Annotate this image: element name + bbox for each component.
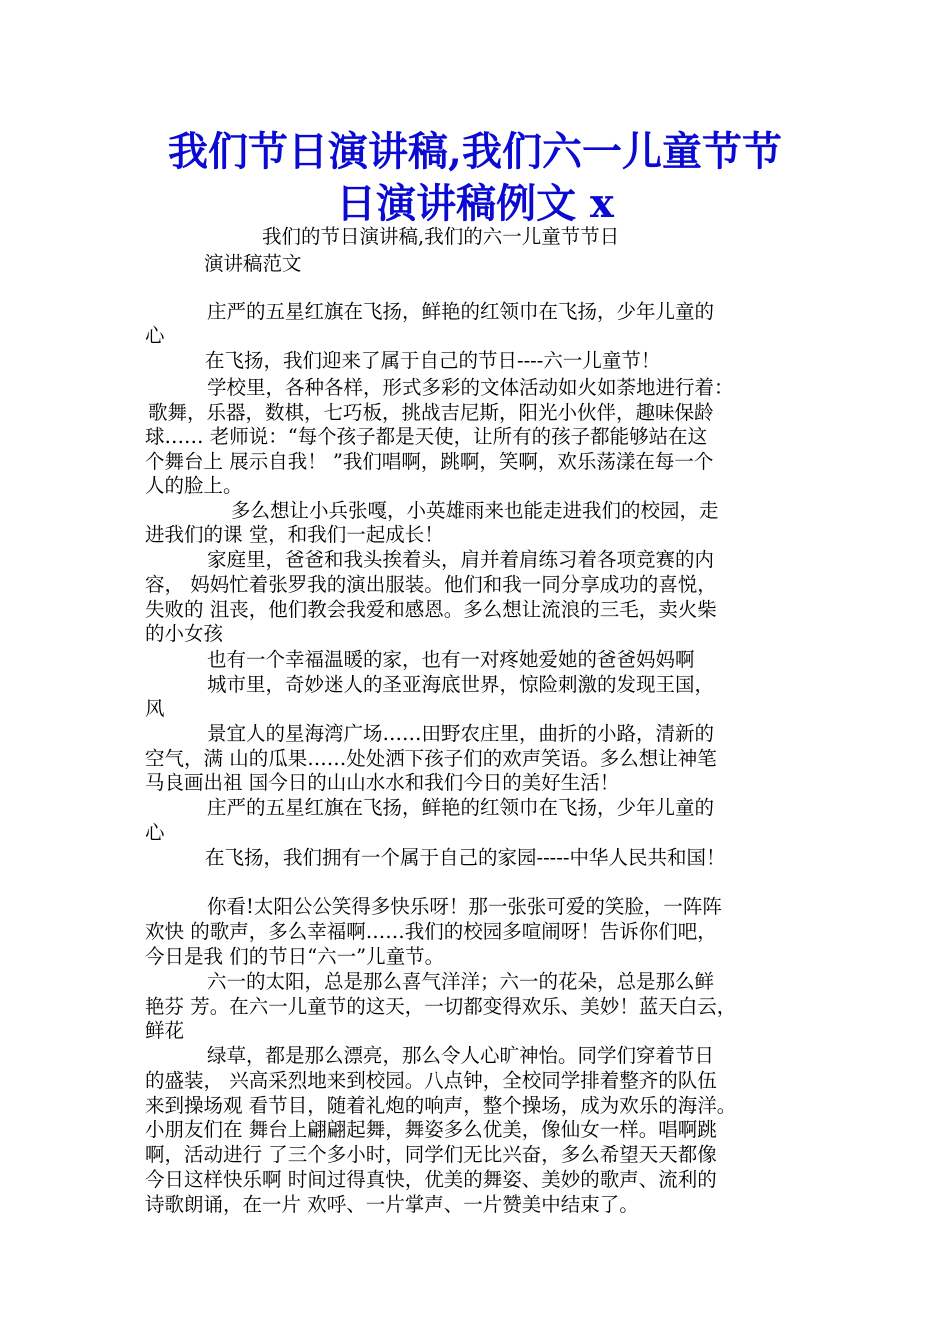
body-line: 在飞扬，我们拥有一个属于自己的家园-----中华人民共和国！ <box>205 846 726 869</box>
body-line: 个舞台上 展示自我！ ”我们唱啊，跳啊，笑啊，欢乐荡漾在每一个 <box>145 450 714 473</box>
subtitle-line-1: 我们的节日演讲稿,我们的六一儿童节节日 <box>262 225 620 248</box>
body-line: 六一的太阳，总是那么喜气洋洋；六一的花朵，总是那么鲜 <box>207 970 715 993</box>
body-line: 诗歌朗诵，在一片 欢呼、一片掌声、一片赞美中结束了。 <box>145 1193 639 1216</box>
body-line: 艳芬 芳。在六一儿童节的这天，一切都变得欢乐、美妙！蓝天白云， <box>145 995 737 1018</box>
body-line: 鲜花 <box>145 1019 185 1042</box>
body-line: 欢快 的歌声，多么幸福啊……我们的校园多喧闹呀！告诉你们吧， <box>145 920 717 943</box>
body-line: 景宜人的星海湾广场……田野农庄里，曲折的小路，清新的 <box>207 722 715 745</box>
body-line: 空气，满 山的瓜果……处处洒下孩子们的欢声笑语。多么想让神笔 <box>145 747 717 770</box>
document-title-line-1: 我们节日演讲稿,我们六一儿童节节 <box>168 128 782 175</box>
body-line: 人的脸上。 <box>145 474 243 497</box>
body-line: 也有一个幸福温暖的家，也有一对疼她爱她的爸爸妈妈啊 <box>207 648 695 671</box>
body-line: 小朋友们在 舞台上翩翩起舞，舞姿多么优美，像仙女一样。唱啊跳 <box>145 1118 717 1141</box>
body-line: 失败的 沮丧，他们教会我爱和感恩。多么想让流浪的三毛，卖火柴 <box>145 598 717 621</box>
body-line: 城市里，奇妙迷人的圣亚海底世界，惊险刺激的发现王国， <box>207 673 715 696</box>
body-line: 绿草，都是那么漂亮，那么令人心旷神怡。同学们穿着节日 <box>207 1044 715 1067</box>
body-line: 家庭里，爸爸和我头挨着头，肩并着肩练习着各项竞赛的内 <box>207 548 715 571</box>
body-line: 容， 妈妈忙着张罗我的演出服装。他们和我一同分享成功的喜悦， <box>145 573 717 596</box>
body-line: 进我们的课 堂，和我们一起成长！ <box>145 523 444 546</box>
body-line: 歌舞，乐器，数棋，七巧板，挑战吉尼斯，阳光小伙伴，趣味保龄 <box>148 401 714 424</box>
body-line: 今日这样快乐啊 时间过得真快，优美的舞姿、美妙的歌声、流利的 <box>145 1168 717 1191</box>
body-line: 学校里，各种各样，形式多彩的文体活动如火如荼地进行着： <box>207 376 734 399</box>
document-title-line-2: 日演讲稿例文 x <box>336 180 614 227</box>
body-line: 啊，活动进行 了三个多小时，同学们无比兴奋，多么希望天天都像 <box>145 1143 717 1166</box>
body-line: 多么想让小兵张嘎，小英雄雨来也能走进我们的校园，走 <box>231 499 719 522</box>
body-line: 来到操场观 看节目，随着礼炮的响声，整个操场，成为欢乐的海洋。 <box>145 1094 737 1117</box>
body-line: 球…… 老师说：“每个孩子都是天使，让所有的孩子都能够站在这 <box>145 425 708 448</box>
body-line: 的小女孩 <box>145 622 224 645</box>
body-line: 马良画出祖 国今日的山山水水和我们今日的美好生活！ <box>145 771 620 794</box>
body-line: 心 <box>145 821 165 844</box>
body-line: 今日是我 们的节日“六一”儿童节。 <box>145 945 445 968</box>
body-line: 庄严的五星红旗在飞扬，鲜艳的红领巾在飞扬，少年儿童的 <box>207 300 715 323</box>
body-line: 庄严的五星红旗在飞扬，鲜艳的红领巾在飞扬，少年儿童的 <box>207 796 715 819</box>
subtitle-line-2: 演讲稿范文 <box>204 252 302 275</box>
body-line: 心 <box>145 324 165 347</box>
body-line: 在飞扬，我们迎来了属于自己的节日----六一儿童节！ <box>205 349 661 372</box>
body-line: 风 <box>145 697 165 720</box>
body-line: 你看!太阳公公笑得多快乐呀！那一张张可爱的笑脸，一阵阵 <box>207 895 722 918</box>
body-line: 的盛装， 兴高采烈地来到校园。八点钟，全校同学排着整齐的队伍 <box>145 1069 717 1092</box>
